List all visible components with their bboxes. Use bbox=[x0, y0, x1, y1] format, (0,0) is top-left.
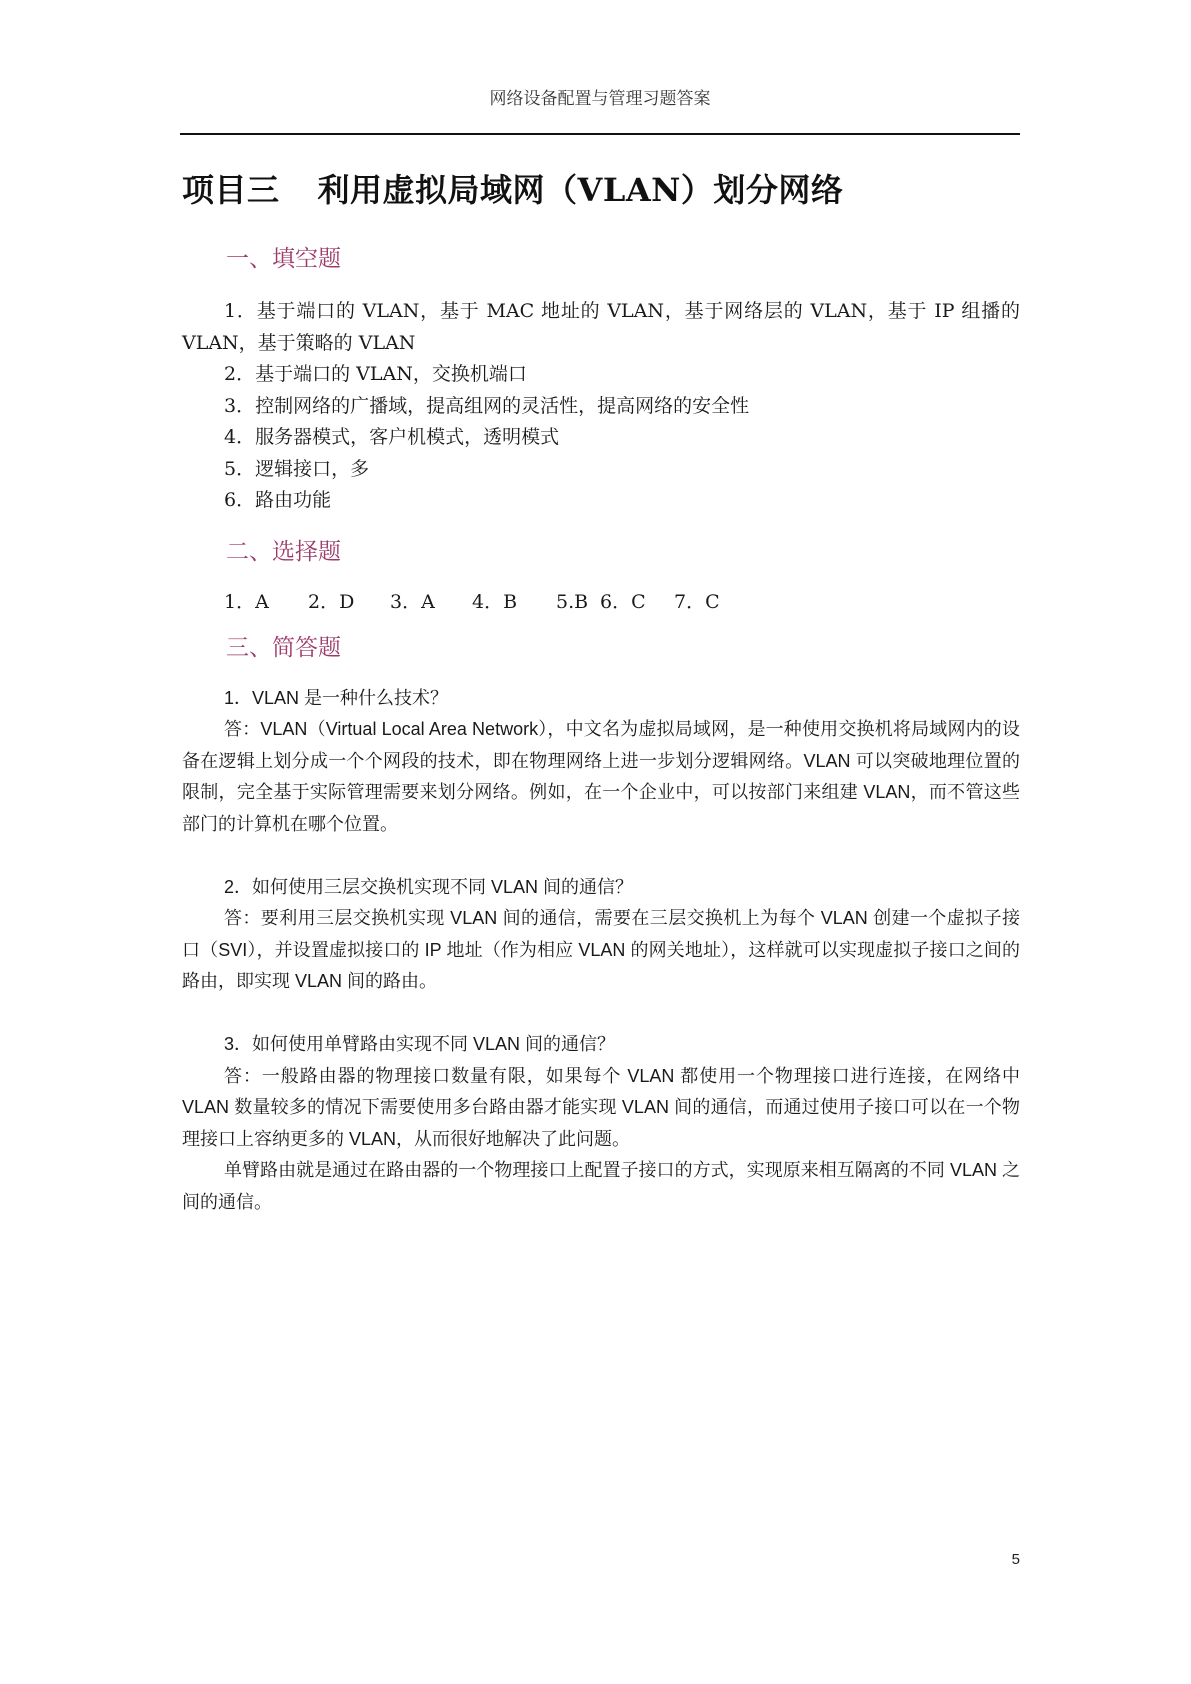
fill-blank-heading: 一、填空题 bbox=[226, 246, 341, 272]
choice-answer-2: 2．D bbox=[308, 590, 355, 613]
choice-answer-5: 5.B bbox=[556, 590, 589, 613]
fill-answer-4: 4．服务器模式，客户机模式，透明模式 bbox=[224, 426, 560, 448]
chapter-name: 利用虚拟局域网（VLAN）划分网络 bbox=[317, 171, 844, 209]
answer-1: 答：VLAN（Virtual Local Area Network），中文名为虚拟局域网，是一种使用交换机将局域网内的设备在逻辑上划分成一个个网段的技术，即在物理网络上进一步划分逻辑网络。VLAN 可以突破地理位置的限制，完全基于实际管理需要来划分网络。例如，在一个企业中，可以按部门来组建 VLAN，而不管这些部门的计算机在哪个位置。 bbox=[182, 719, 1020, 834]
fill-answer-6: 6．路由功能 bbox=[224, 489, 332, 511]
short-answer-heading: 三、简答题 bbox=[226, 634, 341, 661]
running-header: 网络设备配置与管理习题答案 bbox=[489, 89, 711, 109]
header-rule bbox=[180, 133, 1020, 135]
short-answer-item-2 bbox=[182, 872, 1020, 998]
fill-answer-2: 2．基于端口的 VLAN，交换机端口 bbox=[224, 363, 527, 385]
multiple-choice-heading: 二、选择题 bbox=[226, 538, 341, 565]
multiple-choice-answers bbox=[182, 587, 1020, 617]
page-number: 5 bbox=[1011, 1551, 1020, 1568]
choice-answer-6: 6．C bbox=[600, 590, 646, 613]
choice-answer-4: 4．B bbox=[472, 590, 518, 613]
answer-2: 答：要利用三层交换机实现 VLAN 间的通信，需要在三层交换机上为每个 VLAN 创建一个虚拟子接口（SVI），并设置虚拟接口的 IP 地址（作为相应 VLAN 的网关地址），这样就可以实现虚拟子接口之间的路由，即实现 VLAN 间的路由。 bbox=[182, 908, 1020, 991]
answer-3-paragraph-1: 答：一般路由器的物理接口数量有限，如果每个 VLAN 都使用一个物理接口进行连接，在网络中 VLAN 数量较多的情况下需要使用多台路由器才能实现 VLAN 间的通信，而通过使用子接口可以在一个物理接口上容纳更多的 VLAN，从而很好地解决了此问题。 bbox=[182, 1065, 1020, 1149]
fill-blank-answers bbox=[182, 296, 1020, 517]
choice-answer-3: 3．A bbox=[390, 590, 435, 613]
fill-answer-1: 1．基于端口的 VLAN，基于 MAC 地址的 VLAN，基于网络层的 VLAN，基于 IP 组播的 VLAN，基于策略的 VLAN bbox=[182, 300, 1020, 354]
question-2: 2．如何使用三层交换机实现不同 VLAN 间的通信？ bbox=[224, 876, 634, 897]
short-answer-list bbox=[182, 683, 1020, 1219]
question-1: 1．VLAN 是一种什么技术？ bbox=[224, 687, 449, 708]
fill-answer-5: 5．逻辑接口，多 bbox=[224, 457, 370, 480]
chapter-title bbox=[182, 164, 1020, 216]
page-content bbox=[182, 164, 1020, 1250]
answer-3-paragraph-2: 单臂路由就是通过在路由器的一个物理接口上配置子接口的方式，实现原来相互隔离的不同 VLAN 之间的通信。 bbox=[182, 1160, 1020, 1212]
chapter-number: 项目三 bbox=[182, 171, 280, 209]
fill-answer-3: 3．控制网络的广播域，提高组网的灵活性，提高网络的安全性 bbox=[224, 394, 750, 417]
choice-answer-7: 7．C bbox=[674, 590, 720, 613]
choice-answer-1: 1．A bbox=[224, 590, 269, 613]
short-answer-item-3 bbox=[182, 1029, 1020, 1218]
question-3: 3．如何使用单臂路由实现不同 VLAN 间的通信？ bbox=[224, 1034, 616, 1054]
short-answer-item-1 bbox=[182, 683, 1020, 841]
